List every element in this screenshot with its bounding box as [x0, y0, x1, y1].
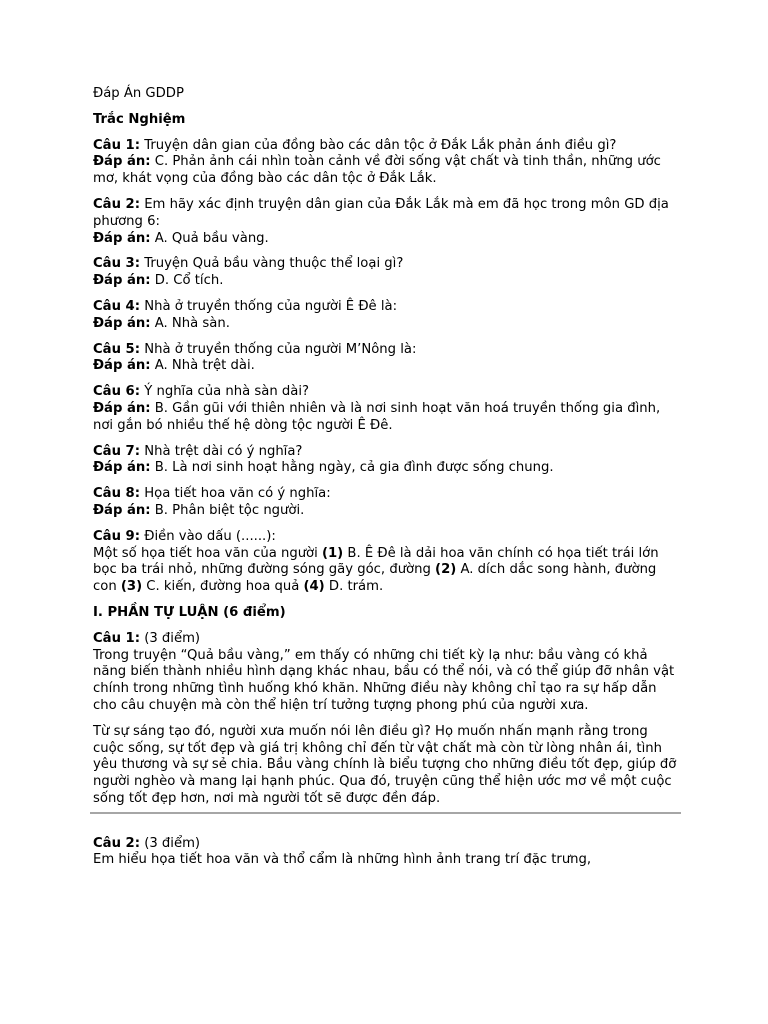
blank-2: (2) — [435, 562, 457, 578]
question-label: Câu 2: — [93, 196, 141, 212]
question-text: Truyện Quả bầu vàng thuộc thể loại gì? — [144, 256, 404, 272]
question-line — [93, 299, 678, 316]
answer-label: Đáp án: — [93, 460, 151, 476]
answer-line — [93, 503, 678, 520]
question-text: Điền vào dấu (......): — [144, 528, 276, 544]
question-5 — [93, 342, 678, 376]
essay-q2-heading — [93, 836, 678, 853]
answer-label: Đáp án: — [93, 400, 151, 416]
answer-text: B. Phân biệt tộc người. — [154, 502, 305, 518]
question-label: Câu 9: — [93, 528, 141, 544]
question-label: Câu 4: — [93, 298, 141, 314]
answer-label: Đáp án: — [93, 273, 151, 289]
question-label: Câu 8: — [93, 486, 141, 502]
answer-label: Đáp án: — [93, 230, 151, 246]
question-line — [93, 197, 678, 231]
answer-line — [93, 358, 678, 375]
answer-text: A. Nhà trệt dài. — [154, 358, 255, 374]
fill-text-1: Một số họa tiết hoa văn của người — [93, 545, 322, 561]
answer-label: Đáp án: — [93, 315, 151, 331]
points-text: (3 điểm) — [140, 835, 201, 851]
question-line — [93, 342, 678, 359]
question-2 — [93, 197, 678, 247]
essay-q1-heading — [93, 631, 678, 648]
blank-1: (1) — [321, 545, 344, 561]
answer-text: A. Quả bầu vàng. — [154, 230, 269, 246]
question-9-line — [93, 529, 678, 546]
question-6 — [93, 384, 678, 434]
answer-label: Đáp án: — [93, 154, 151, 170]
document-title: Đáp Án GDDP — [93, 86, 184, 101]
answer-line — [93, 154, 678, 188]
answer-text: C. Phản ảnh cái nhìn toàn cảnh về đời sống vật chất và tinh thần, những ước mơ, khát vọng của đồng bào các dân tộc ở Đắk Lắk. — [93, 154, 661, 187]
answer-text: B. Là nơi sinh hoạt hằng ngày, cả gia đình được sống chung. — [154, 460, 554, 476]
essay-q1-paragraph-1: Trong truyện “Quả bầu vàng,” em thấy có những chi tiết kỳ lạ như: bầu vàng có khả năng biến thành nhiều hình dạng khác nhau, bầu có thể nói, và có thể giúp đỡ nhân vật chính trong những tình huống khó khăn. Những điều này không chỉ tạo ra sự hấp dẫn cho câu chuyện mà còn thể hiện trí tưởng tượng phong phú của người xưa. — [93, 647, 675, 713]
question-9 — [93, 529, 678, 596]
answer-line — [93, 273, 678, 290]
multiple-choice-heading: Trắc Nghiệm — [93, 111, 186, 127]
question-line — [93, 486, 678, 503]
question-text: Ý nghĩa của nhà sàn dài? — [144, 384, 309, 400]
document-content — [93, 86, 678, 869]
blank-4: (4) — [303, 579, 325, 595]
answer-label: Đáp án: — [93, 358, 151, 374]
question-label: Câu 6: — [93, 384, 141, 400]
question-8 — [93, 486, 678, 520]
question-list — [93, 138, 678, 520]
blank-3: (3) — [120, 579, 143, 595]
answer-text: A. Nhà sàn. — [154, 315, 230, 331]
question-text: Họa tiết hoa văn có ý nghĩa: — [144, 486, 331, 502]
fill-text-2: B. Ê Đê là dải hoa văn chính có họa tiết trái lớn bọc ba trái nhỏ, những đường sóng gãy góc, đường — [93, 545, 659, 578]
question-line — [93, 256, 678, 273]
essay-q2-paragraph-1: Em hiểu họa tiết hoa văn và thổ cẩm là những hình ảnh trang trí đặc trưng, — [93, 852, 592, 868]
answer-text: D. Cổ tích. — [154, 273, 224, 289]
question-label: Câu 2: — [93, 835, 141, 851]
question-text: Nhà trệt dài có ý nghĩa? — [144, 443, 303, 459]
question-3 — [93, 256, 678, 290]
question-line — [93, 138, 678, 155]
fill-text-5: D. trám. — [324, 579, 384, 595]
question-text: Em hãy xác định truyện dân gian của Đắk Lắk mà em đã học trong môn GD địa phương 6: — [93, 196, 669, 229]
question-label: Câu 5: — [93, 341, 141, 357]
question-line — [93, 444, 678, 461]
points-text: (3 điểm) — [140, 630, 201, 646]
question-text: Nhà ở truyền thống của người M’Nông là: — [144, 341, 417, 357]
essay-question-2 — [93, 836, 678, 870]
question-label: Câu 7: — [93, 443, 141, 459]
question-text: Nhà ở truyền thống của người Ê Đê là: — [144, 298, 398, 314]
question-line — [93, 384, 678, 401]
answer-line — [93, 460, 678, 477]
question-label: Câu 3: — [93, 256, 141, 272]
fill-text-4: C. kiến, đường hoa quả — [142, 579, 304, 595]
question-text: Truyện dân gian của đồng bào các dân tộc ở Đắk Lắk phản ánh điều gì? — [144, 137, 617, 153]
essay-q1-paragraph-2: Từ sự sáng tạo đó, người xưa muốn nói lên điều gì? Họ muốn nhấn mạnh rằng trong cuộc sống, sự tốt đẹp và giá trị không chỉ đến từ vật chất mà còn từ lòng nhân ái, tình yêu thương và sự sẻ chia. Bầu vàng chính là biểu tượng cho những điều tốt đẹp, giúp đỡ người nghèo và mang lại hạnh phúc. Qua đó, truyện cũng thể hiện ước mơ về một cuộc sống tốt đẹp hơn, nơi mà người tốt sẽ được đền đáp. — [93, 723, 677, 806]
fill-text-3: A. dích dắc song hành, đường con — [93, 562, 657, 595]
essay-question-1 — [93, 631, 678, 808]
question-7 — [93, 444, 678, 478]
question-9-fill-text — [93, 546, 678, 596]
answer-label: Đáp án: — [93, 502, 151, 518]
answer-line — [93, 401, 678, 435]
section-divider — [90, 812, 681, 814]
question-label: Câu 1: — [93, 137, 141, 153]
answer-line — [93, 316, 678, 333]
answer-line — [93, 231, 678, 248]
essay-heading: I. PHẦN TỰ LUẬN (6 điểm) — [93, 604, 286, 620]
question-label: Câu 1: — [93, 630, 141, 646]
answer-text: B. Gần gũi với thiên nhiên và là nơi sinh hoạt văn hoá truyền thống gia đình, nơi gắn bó nhiều thế hệ dòng tộc người Ê Đê. — [93, 400, 661, 433]
question-1 — [93, 138, 678, 188]
question-4 — [93, 299, 678, 333]
